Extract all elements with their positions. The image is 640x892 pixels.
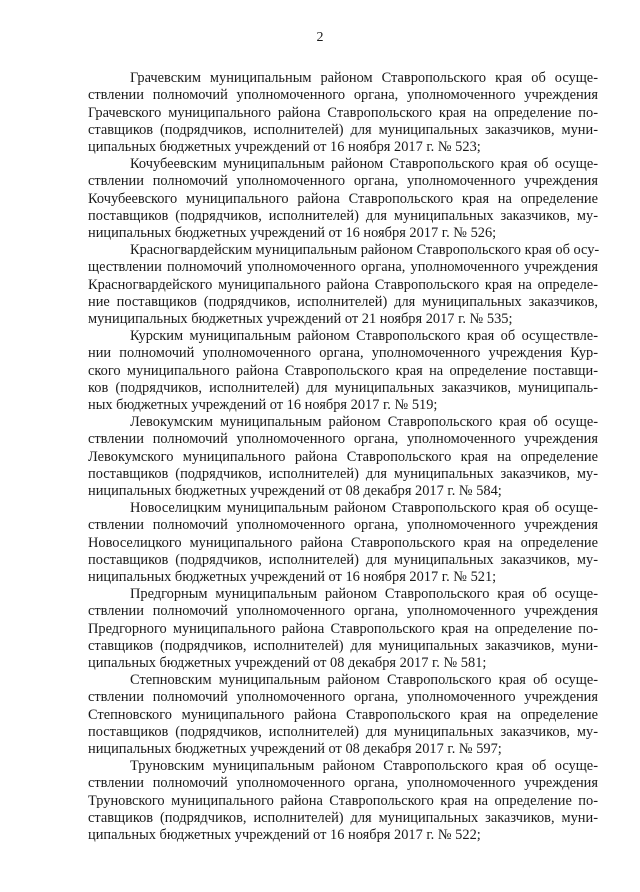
paragraph-line: Курским муниципальным районом Ставропольского края об осуществле- [130, 328, 598, 344]
page-number: 2 [316, 30, 324, 45]
paragraph-line: муниципальных бюджетных учреждений от 21 ноября 2017 г. № 535; [88, 311, 513, 327]
paragraph-line: Предгорным муниципальным районом Ставропольского края об осуще- [130, 586, 598, 602]
paragraph-line: поставщиков (подрядчиков, исполнителей) для муниципальных заказчиков, му- [88, 465, 598, 482]
paragraph-line: Кочубеевского муниципального района Ставропольского края на определение [88, 190, 598, 207]
paragraph-line: ствлении полномочий уполномоченного органа, уполномоченного учреждения [88, 87, 598, 104]
paragraph-line: Левокумским муниципальным районом Ставропольского края об осуще- [130, 414, 598, 430]
document-body [88, 70, 598, 844]
paragraph-line: Степновским муниципальным районом Ставропольского края об осуще- [130, 672, 598, 688]
paragraph-line: ниципальных бюджетных учреждений от 08 декабря 2017 г. № 584; [88, 483, 502, 499]
paragraph-line: ществлении полномочий уполномоченного органа, уполномоченного учреждения [88, 259, 598, 276]
paragraph-line: ние поставщиков (подрядчиков, исполнителей) для муниципальных заказчиков, [88, 293, 598, 310]
paragraph-line: ципальных бюджетных учреждений от 16 ноября 2017 г. № 523; [88, 139, 481, 155]
paragraph-line: ствлении полномочий уполномоченного органа, уполномоченного учреждения [88, 603, 598, 620]
paragraph-stepnovsky [88, 672, 598, 758]
paragraph-line: Левокумского муниципального района Ставропольского края на определение [88, 448, 598, 465]
paragraph-line: Труновским муниципальным районом Ставропольского края об осуще- [130, 758, 598, 774]
paragraph-line: ниципальных бюджетных учреждений от 08 декабря 2017 г. № 597; [88, 741, 502, 757]
paragraph-line: ципальных бюджетных учреждений от 08 декабря 2017 г. № 581; [88, 655, 487, 671]
paragraph-line: ципальных бюджетных учреждений от 16 ноября 2017 г. № 522; [88, 827, 481, 843]
paragraph-line: поставщиков (подрядчиков, исполнителей) для муниципальных заказчиков, му- [88, 207, 598, 224]
paragraph-line: поставщиков (подрядчиков, исполнителей) для муниципальных заказчиков, му- [88, 723, 598, 740]
paragraph-line: Грачевского муниципального района Ставропольского края на определение по- [88, 104, 598, 121]
paragraph-levokumsky [88, 414, 598, 500]
paragraph-line: Кочубеевским муниципальным районом Ставропольского края об осуще- [130, 156, 598, 172]
paragraph-line: ствлении полномочий уполномоченного органа, уполномоченного учреждения [88, 173, 598, 190]
paragraph-line: Грачевским муниципальным районом Ставропольского края об осуще- [130, 70, 598, 86]
paragraph-trunovsky [88, 758, 598, 844]
paragraph-line: ниципальных бюджетных учреждений от 16 ноября 2017 г. № 521; [88, 569, 497, 585]
paragraph-line: ствлении полномочий уполномоченного органа, уполномоченного учреждения [88, 689, 598, 706]
paragraph-line: Труновского муниципального района Ставропольского края на определение по- [88, 792, 598, 809]
paragraph-line: ставщиков (подрядчиков, исполнителей) для муниципальных заказчиков, муни- [88, 121, 598, 138]
paragraph-line: ствлении полномочий уполномоченного органа, уполномоченного учреждения [88, 775, 598, 792]
paragraph-line: ствлении полномочий уполномоченного органа, уполномоченного учреждения [88, 517, 598, 534]
paragraph-line: ствлении полномочий уполномоченного органа, уполномоченного учреждения [88, 431, 598, 448]
paragraph-line: Красногвардейским муниципальным районом Ставропольского края об осу- [130, 242, 600, 258]
paragraph-line: ниципальных бюджетных учреждений от 16 ноября 2017 г. № 526; [88, 225, 497, 241]
paragraph-kursky [88, 328, 598, 414]
paragraph-predgorny [88, 586, 598, 672]
paragraph-line: ков (подрядчиков, исполнителей) для муниципальных заказчиков, муниципаль- [88, 379, 598, 396]
paragraph-line: Степновского муниципального района Ставропольского края на определение [88, 706, 598, 723]
paragraph-novoselitsky [88, 500, 598, 586]
paragraph-line: ных бюджетных учреждений от 16 ноября 2017 г. № 519; [88, 397, 438, 413]
paragraph-line: Новоселицким муниципальным районом Ставропольского края об осуще- [130, 500, 598, 516]
paragraph-krasnogvardeysky [88, 242, 598, 328]
paragraph-line: поставщиков (подрядчиков, исполнителей) для муниципальных заказчиков, му- [88, 551, 598, 568]
paragraph-line: Новоселицкого муниципального района Ставропольского края на определение [88, 534, 598, 551]
paragraph-line: ского муниципального района Ставропольского края на определение поставщи- [88, 362, 598, 379]
paragraph-kochubeevsky [88, 156, 598, 242]
paragraph-line: нии полномочий уполномоченного органа, уполномоченного учреждения Кур- [88, 345, 598, 362]
paragraph-line: Предгорного муниципального района Ставропольского края на определение по- [88, 620, 598, 637]
paragraph-grachevsky [88, 70, 598, 156]
paragraph-line: Красногвардейского муниципального района Ставропольского края на определе- [88, 276, 598, 293]
paragraph-line: ставщиков (подрядчиков, исполнителей) для муниципальных заказчиков, муни- [88, 809, 598, 826]
paragraph-line: ставщиков (подрядчиков, исполнителей) для муниципальных заказчиков, муни- [88, 637, 598, 654]
